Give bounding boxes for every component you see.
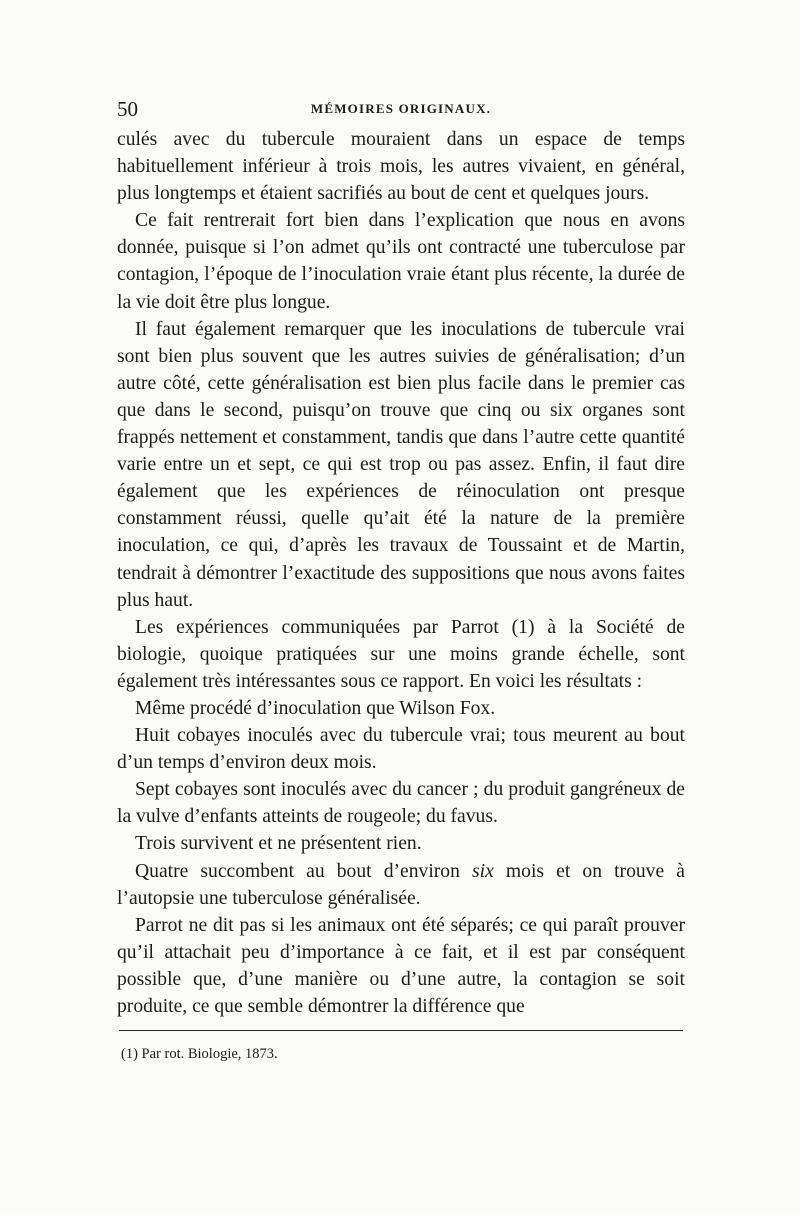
paragraph: Huit cobayes inoculés avec du tubercule vrai; tous meurent au bout d’un temps d’environ deux mois.: [117, 725, 685, 774]
paragraph: Parrot ne dit pas si les animaux ont été séparés; ce qui paraît prouver qu’il attachait peu d’importance à ce fait, et il est par conséquent possible que, d’une manière ou d’une autre, la contagion se soit produite, ce que semble démontrer la différence que: [117, 914, 685, 1017]
page-header: [117, 96, 685, 126]
footnote-rule: [119, 1030, 683, 1031]
paragraph: Il faut également remarquer que les inoculations de tubercule vrai sont bien plus souvent que les autres suivies de généralisation; d’un autre côté, cette généralisation est bien plus facile dans le premier cas que dans le second, puisqu’on trouve que cinq ou six organes sont frappés nettement et constamment, tandis que dans l’autre cette quantité varie entre un et sept, ce qui est trop ou pas assez. Enfin, il faut dire également que les expériences de réinoculation ont presque constamment réussi, quelle qu’ait été la nature de la première inoculation, ce qui, d’après les travaux de Toussaint et de Martin, tendrait à démontrer l’exactitude des suppositions que nous avons faites plus haut.: [117, 318, 685, 611]
footnote: (1) Par rot. Biologie, 1873.: [121, 1046, 278, 1063]
running-head: MÉMOIRES ORIGINAUX.: [310, 101, 492, 116]
paragraph: Trois survivent et ne présentent rien.: [135, 833, 422, 855]
paragraph: Sept cobayes sont inoculés avec du cancer ; du produit gangréneux de la vulve d’enfants atteints de rougeole; du favus.: [117, 779, 685, 828]
document-page: [117, 96, 685, 1063]
page-number: 50: [117, 97, 138, 121]
paragraph: culés avec du tubercule mouraient dans un espace de temps habituellement inférieur à trois mois, les autres vivaient, en général, plus longtemps et étaient sacrifiés au bout de cent et quelques jours.: [117, 129, 685, 205]
paragraph: Les expériences communiquées par Parrot (1) à la Société de biologie, quoique pratiquées sur une moins grande échelle, sont également très intéressantes sous ce rapport. En voici les résultats :: [117, 616, 685, 692]
paragraph: Ce fait rentrerait fort bien dans l’explication que nous en avons donnée, puisque si l’on admet qu’ils ont contracté une tuberculose par contagion, l’époque de l’inoculation vraie étant plus récente, la durée de la vie doit être plus longue.: [117, 210, 685, 313]
paragraph: Quatre succombent au bout d’environ six mois et on trouve à l’autopsie une tuberculose généralisée.: [117, 860, 685, 909]
body-text: [117, 126, 685, 1020]
paragraph: Même procédé d’inoculation que Wilson Fox.: [135, 697, 496, 719]
italic-word: six: [472, 860, 494, 882]
